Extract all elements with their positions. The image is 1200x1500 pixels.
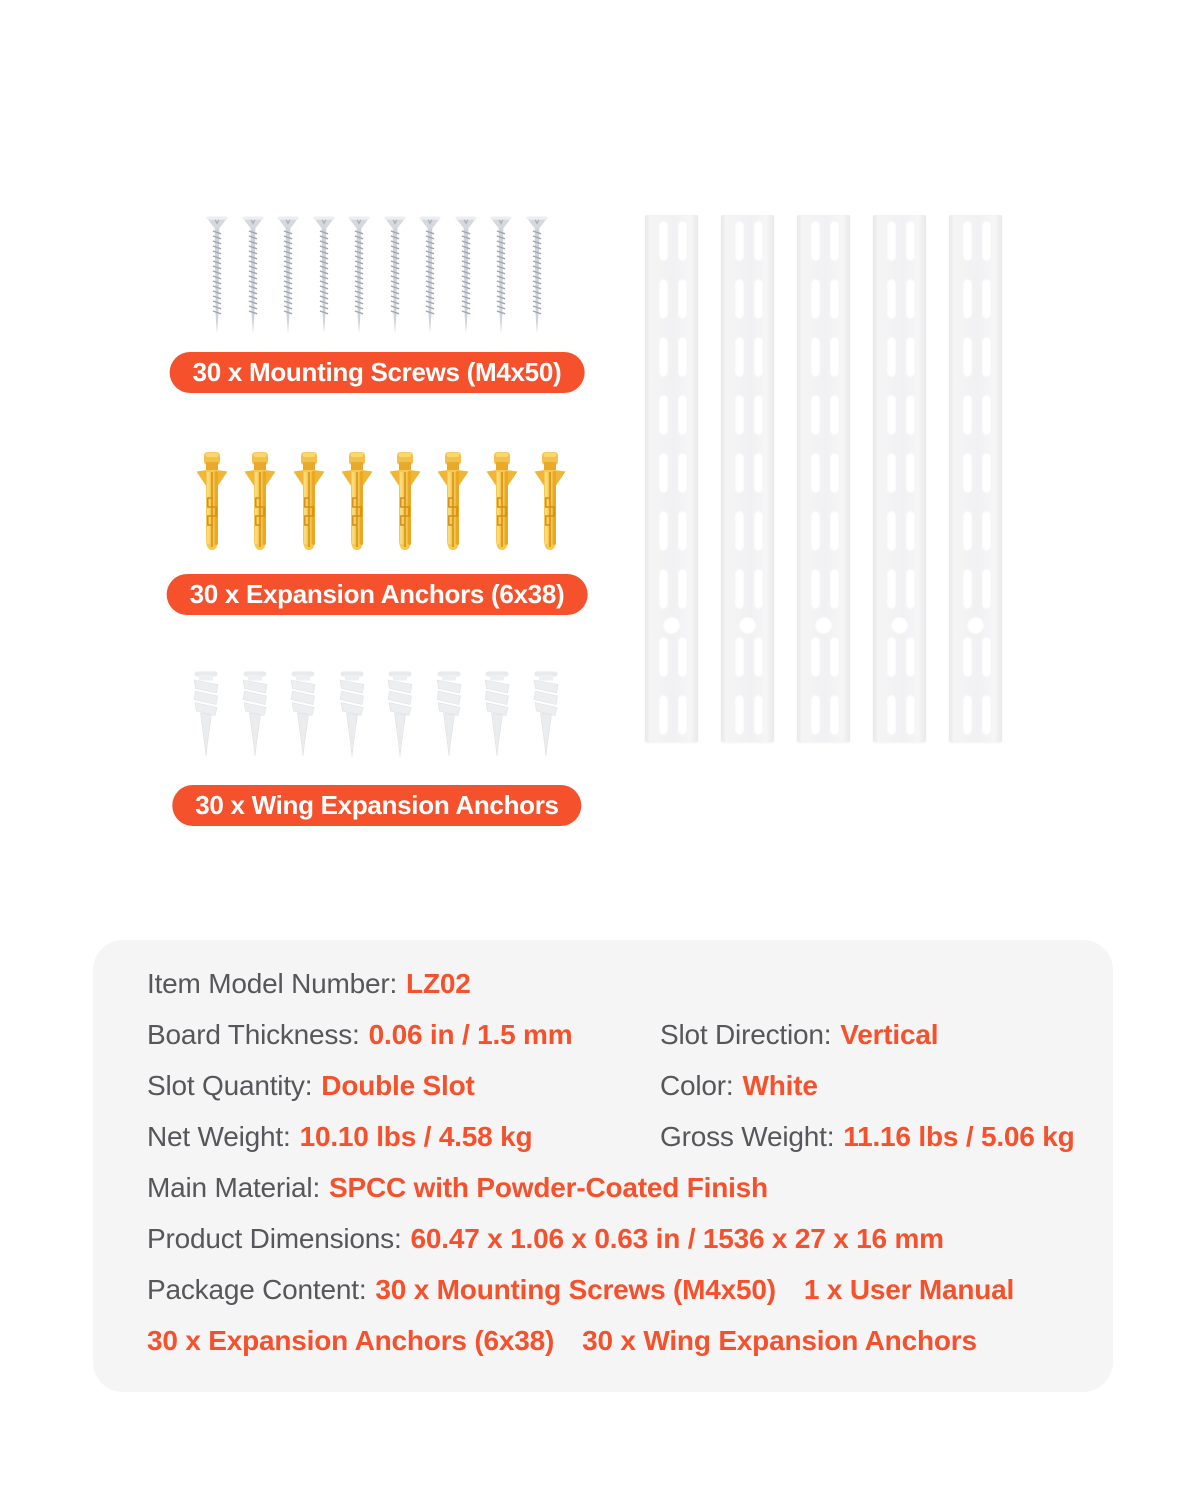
spec-value: SPCC with Powder-Coated Finish (329, 1171, 768, 1203)
wing-anchor-icon (482, 671, 512, 759)
rail-standard (797, 215, 850, 742)
rail-slot (659, 695, 668, 735)
expansion-anchors-count-label: 30 x Expansion Anchors (6x38) (189, 579, 565, 609)
rail-slot (754, 569, 763, 609)
spec-row (147, 958, 1073, 1009)
spec-label: Product Dimensions: (147, 1222, 402, 1254)
rail-slot (887, 337, 896, 377)
rail-slot (735, 511, 744, 551)
rail-slot (982, 569, 991, 609)
rail-mounting-hole (739, 617, 756, 634)
rail-slot (659, 453, 668, 493)
wing-anchor-icon (385, 671, 415, 759)
expansion-anchor-icon (387, 451, 423, 555)
spec-label: Board Thickness: (147, 1018, 360, 1050)
rail-slot (754, 695, 763, 735)
rail-slot (963, 279, 972, 319)
spec-label: Net Weight: (147, 1120, 291, 1152)
spec-row (147, 1264, 1073, 1315)
rail-slot (982, 279, 991, 319)
rail-slot (906, 695, 915, 735)
screw-icon (525, 215, 549, 336)
wing-anchor-icon (337, 671, 367, 759)
spec-value: 0.06 in / 1.5 mm (368, 1018, 573, 1050)
rail-slot (678, 695, 687, 735)
rail-slot (754, 337, 763, 377)
rail-slot (659, 511, 668, 551)
spec-item (147, 1070, 660, 1102)
spec-value: 30 x Expansion Anchors (6x38) (147, 1324, 555, 1356)
rail-slot (830, 637, 839, 677)
rail-slot (678, 637, 687, 677)
rail-slot (906, 395, 915, 435)
rail-slot (811, 695, 820, 735)
spec-value: White (742, 1069, 818, 1101)
wing-anchors-count-label: 30 x Wing Expansion Anchors (195, 790, 559, 820)
rail-slot (982, 337, 991, 377)
rail-slot (659, 637, 668, 677)
rail-mounting-hole (967, 617, 984, 634)
rail-slot (811, 511, 820, 551)
rail-slot (678, 337, 687, 377)
rail-slot (659, 221, 668, 261)
spec-value: 60.47 x 1.06 x 0.63 in / 1536 x 27 x 16 mm (410, 1222, 944, 1254)
rail-slot (906, 637, 915, 677)
expansion-anchors-count-badge (167, 574, 588, 615)
rail-slot (963, 453, 972, 493)
rail-slot (754, 221, 763, 261)
rail-mounting-hole (815, 617, 832, 634)
spec-label: Slot Direction: (660, 1018, 832, 1050)
expansion-anchor-icon (484, 451, 520, 555)
spec-label: Item Model Number: (147, 967, 398, 999)
screws-illustration (205, 215, 549, 336)
rail-slot (678, 453, 687, 493)
spec-item (147, 1172, 768, 1204)
rail-slot (735, 637, 744, 677)
rail-slot (906, 511, 915, 551)
rail-standard (721, 215, 774, 742)
spec-value: 30 x Wing Expansion Anchors (582, 1324, 977, 1356)
rail-slot (754, 637, 763, 677)
rail-slot (811, 395, 820, 435)
spec-value: 1 x User Manual (803, 1273, 1015, 1305)
spec-row (147, 1162, 1073, 1213)
rail-slot (754, 395, 763, 435)
screw-icon (312, 215, 336, 336)
rail-slot (811, 337, 820, 377)
spec-label: Main Material: (147, 1171, 321, 1203)
rail-slot (735, 337, 744, 377)
rail-slot (982, 695, 991, 735)
rail-slot (830, 279, 839, 319)
rail-standard (645, 215, 698, 742)
spec-item (582, 1325, 977, 1357)
rail-mounting-hole (891, 617, 908, 634)
spec-value: LZ02 (406, 967, 471, 999)
spec-row (147, 1009, 1073, 1060)
spec-row (147, 1111, 1073, 1162)
spec-row (147, 1213, 1073, 1264)
spec-item (147, 1274, 776, 1306)
rail-slot (811, 221, 820, 261)
expansion-anchor-icon (194, 451, 230, 555)
spec-item (660, 1121, 1075, 1153)
rail-slot (887, 279, 896, 319)
rail-slot (963, 221, 972, 261)
rail-slot (678, 395, 687, 435)
spec-value: 10.10 lbs / 4.58 kg (299, 1120, 533, 1152)
wing-anchors-illustration (191, 671, 561, 759)
rail-slot (830, 337, 839, 377)
wing-anchor-icon (434, 671, 464, 759)
rail-slot (887, 695, 896, 735)
rail-slot (735, 279, 744, 319)
wing-anchor-icon (191, 671, 221, 759)
screws-count-badge (170, 352, 585, 393)
spec-label: Gross Weight: (660, 1120, 835, 1152)
rail-slot (811, 569, 820, 609)
rail-slot (830, 395, 839, 435)
rail-slot (887, 453, 896, 493)
screw-icon (418, 215, 442, 336)
spec-rows (147, 958, 1073, 1366)
rail-slot (830, 695, 839, 735)
spec-row (147, 1060, 1073, 1111)
screw-icon (454, 215, 478, 336)
rail-slot (982, 511, 991, 551)
rail-slot (830, 511, 839, 551)
screw-icon (383, 215, 407, 336)
rail-mounting-hole (663, 617, 680, 634)
wing-anchors-count-badge (172, 785, 581, 826)
rail-slot (735, 453, 744, 493)
rail-slot (887, 637, 896, 677)
rail-slot (678, 511, 687, 551)
expansion-anchor-icon (435, 451, 471, 555)
spec-item (804, 1274, 1014, 1306)
spec-item (147, 1223, 944, 1255)
rail-slot (906, 279, 915, 319)
rail-slot (963, 569, 972, 609)
screw-icon (489, 215, 513, 336)
rail-slot (754, 453, 763, 493)
rail-slot (982, 453, 991, 493)
rail-standard (873, 215, 926, 742)
screw-icon (347, 215, 371, 336)
rail-slot (754, 279, 763, 319)
wing-anchor-icon (240, 671, 270, 759)
wing-anchor-icon (288, 671, 318, 759)
rail-slot (963, 337, 972, 377)
rail-slot (830, 221, 839, 261)
spec-item (147, 1019, 660, 1051)
rail-standard (949, 215, 1002, 742)
rail-slot (735, 569, 744, 609)
rail-slot (982, 637, 991, 677)
spec-value: Double Slot (321, 1069, 475, 1101)
rail-slot (830, 453, 839, 493)
expansion-anchor-icon (242, 451, 278, 555)
spec-item (147, 968, 471, 1000)
rail-slot (678, 569, 687, 609)
rail-slot (963, 395, 972, 435)
screw-icon (241, 215, 265, 336)
rail-slot (963, 637, 972, 677)
rail-slot (887, 569, 896, 609)
screw-icon (276, 215, 300, 336)
rail-slot (754, 511, 763, 551)
rail-slot (906, 569, 915, 609)
rails-illustration (645, 215, 1002, 742)
rail-slot (811, 279, 820, 319)
rail-slot (963, 695, 972, 735)
rail-slot (887, 395, 896, 435)
rail-slot (906, 453, 915, 493)
rail-slot (982, 395, 991, 435)
expansion-anchor-icon (291, 451, 327, 555)
rail-slot (982, 221, 991, 261)
screws-count-label: 30 x Mounting Screws (M4x50) (192, 357, 562, 387)
rail-slot (887, 511, 896, 551)
rail-slot (659, 395, 668, 435)
spec-label: Color: (660, 1069, 734, 1101)
spec-value: Vertical (840, 1018, 939, 1050)
rail-slot (735, 221, 744, 261)
screw-icon (205, 215, 229, 336)
rail-slot (678, 279, 687, 319)
expansion-anchor-icon (339, 451, 375, 555)
spec-label: Slot Quantity: (147, 1069, 313, 1101)
rail-slot (659, 279, 668, 319)
rail-slot (735, 695, 744, 735)
spec-item (660, 1070, 818, 1102)
spec-label: Package Content: (147, 1273, 367, 1305)
spec-value: 11.16 lbs / 5.06 kg (843, 1120, 1075, 1152)
rail-slot (811, 637, 820, 677)
rail-slot (887, 221, 896, 261)
expansion-anchor-icon (532, 451, 568, 555)
expansion-anchors-illustration (194, 451, 568, 555)
rail-slot (678, 221, 687, 261)
wing-anchor-icon (531, 671, 561, 759)
rail-slot (811, 453, 820, 493)
rail-slot (906, 337, 915, 377)
spec-item (147, 1325, 554, 1357)
specifications-panel (93, 940, 1113, 1392)
rail-slot (906, 221, 915, 261)
spec-value: 30 x Mounting Screws (M4x50) (375, 1273, 776, 1305)
spec-row (147, 1315, 1073, 1366)
rail-slot (735, 395, 744, 435)
spec-item (660, 1019, 938, 1051)
rail-slot (830, 569, 839, 609)
rail-slot (659, 337, 668, 377)
rail-slot (963, 511, 972, 551)
spec-item (147, 1121, 660, 1153)
rail-slot (659, 569, 668, 609)
